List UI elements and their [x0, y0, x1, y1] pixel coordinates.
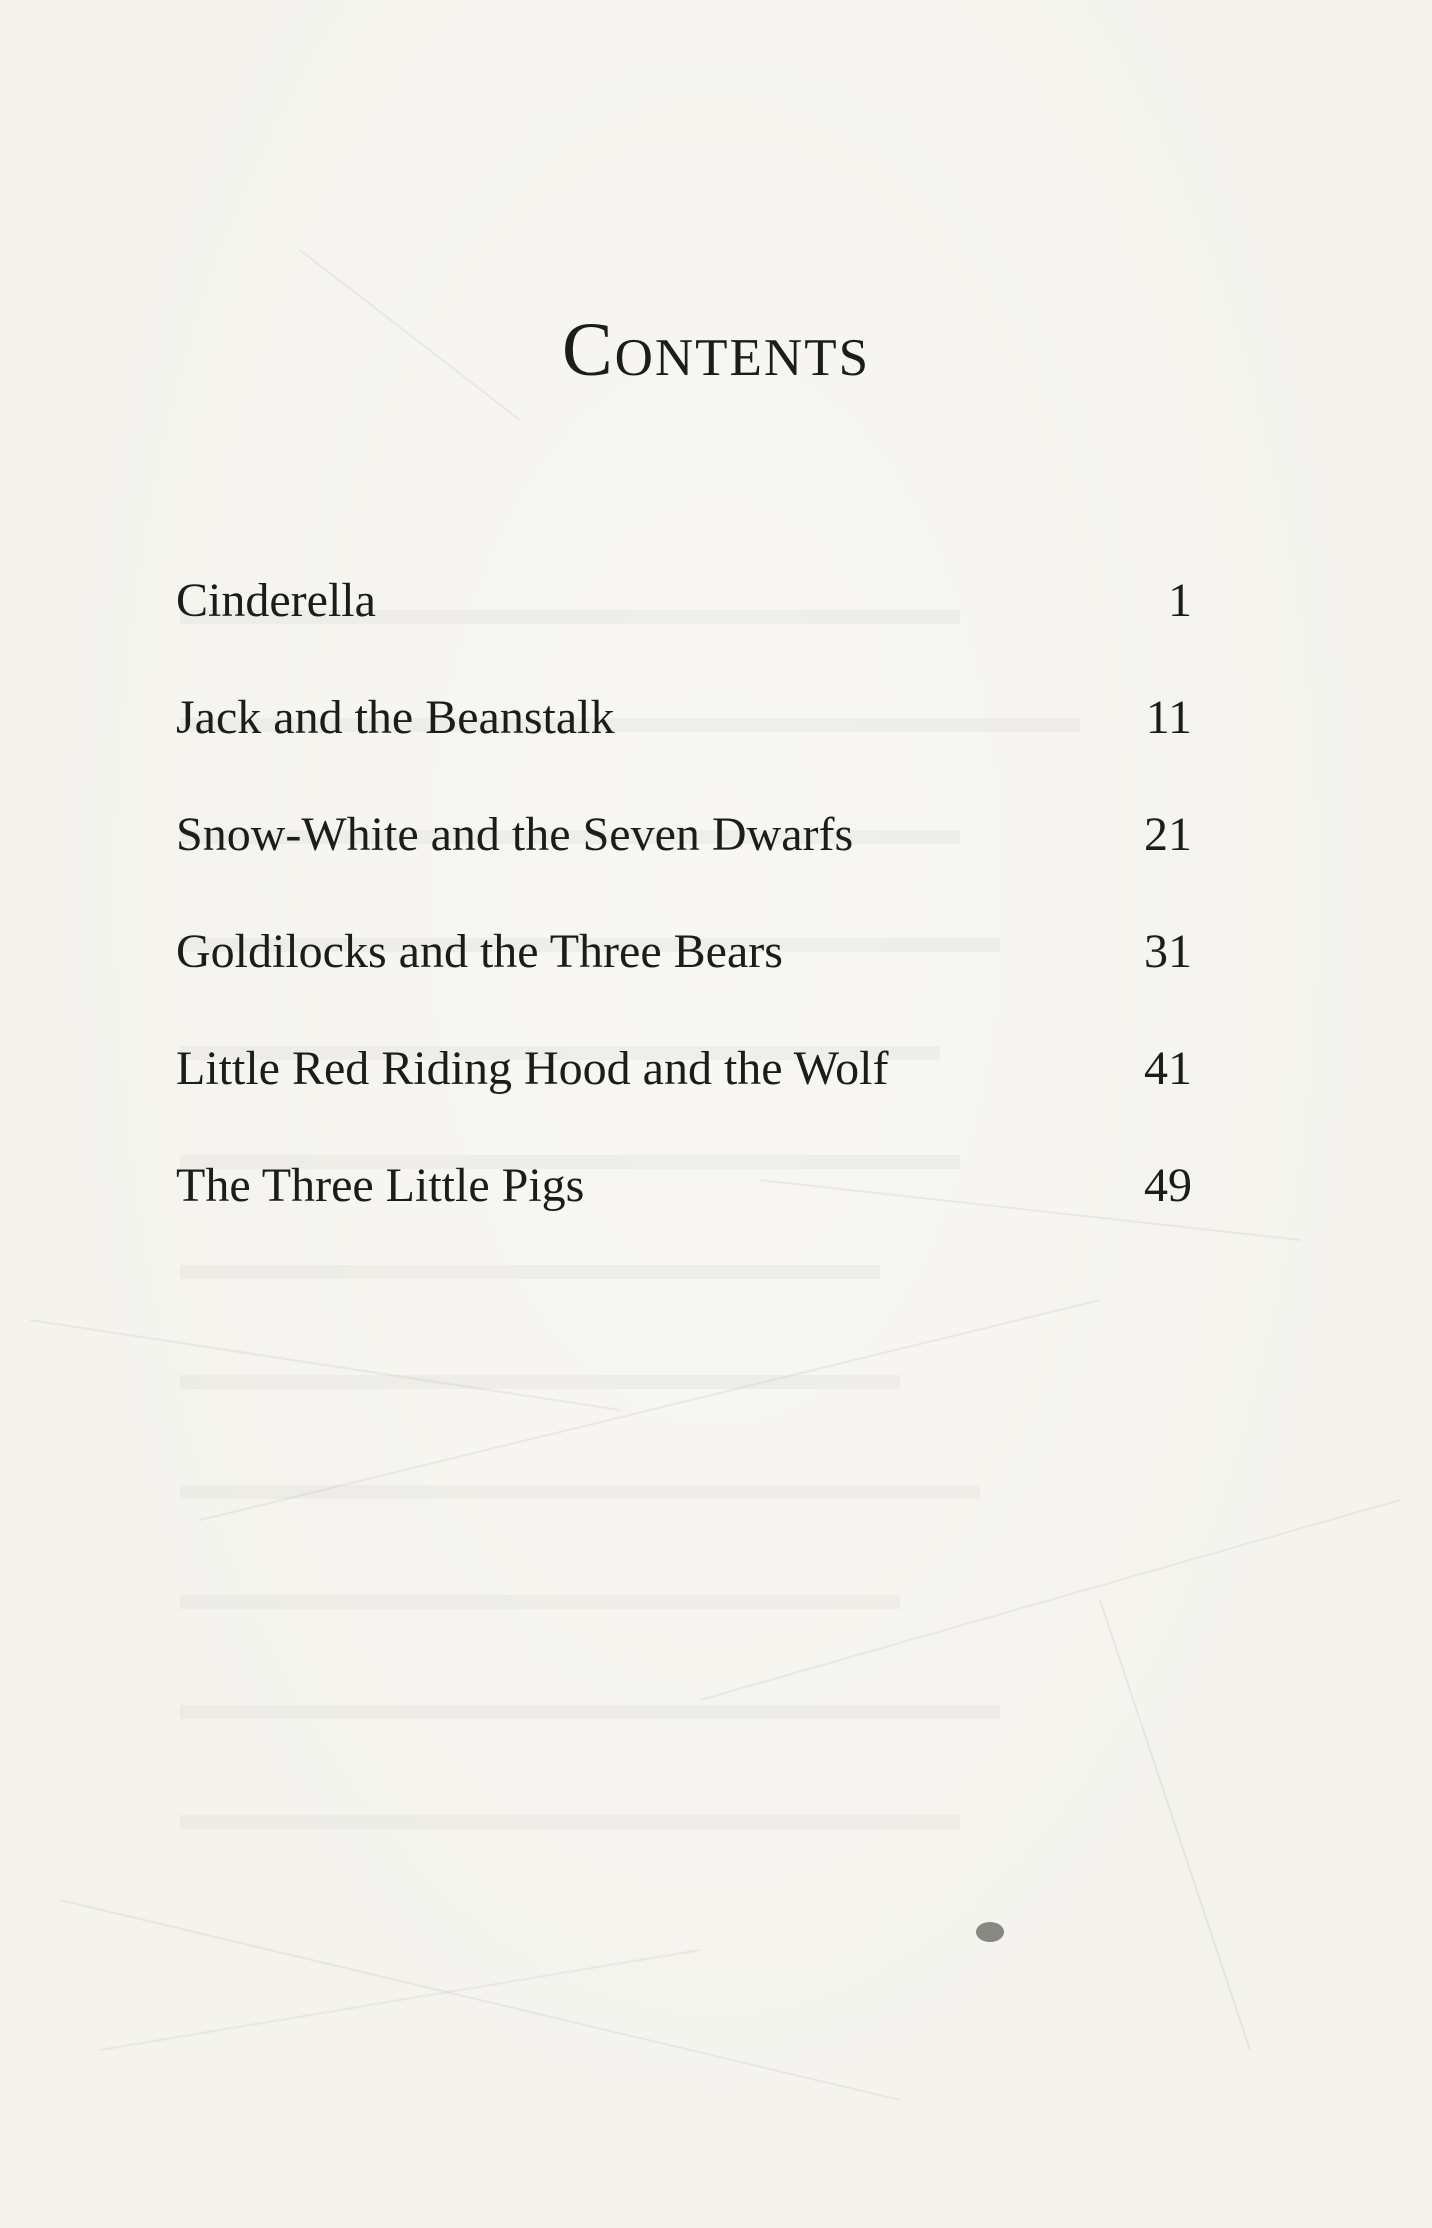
page-title: Contents [561, 308, 871, 392]
toc-entry-page-number: 1 [1168, 574, 1192, 627]
toc-entry-title: Jack and the Beanstalk [176, 691, 615, 744]
toc-entry-page-number: 49 [1144, 1159, 1192, 1212]
toc-entry-title: Cinderella [176, 574, 376, 627]
toc-entry-title: Little Red Riding Hood and the Wolf [176, 1042, 889, 1095]
toc-entry[interactable] [176, 800, 1192, 917]
toc-entry-title: The Three Little Pigs [176, 1159, 585, 1212]
toc-entry[interactable] [176, 1151, 1192, 1268]
toc-entry-page-number: 11 [1145, 691, 1192, 744]
toc-entry[interactable] [176, 1034, 1192, 1151]
toc-entry[interactable] [176, 917, 1192, 1034]
toc-entry-title: Snow-White and the Seven Dwarfs [176, 808, 854, 861]
toc-entry-page-number: 31 [1144, 925, 1192, 978]
toc-entry[interactable] [176, 683, 1192, 800]
toc-entry-title: Goldilocks and the Three Bears [176, 925, 783, 978]
toc-entry[interactable] [176, 566, 1192, 683]
toc-entry-page-number: 41 [1144, 1042, 1192, 1095]
table-of-contents [176, 566, 1192, 1268]
toc-entry-page-number: 21 [1144, 808, 1192, 861]
